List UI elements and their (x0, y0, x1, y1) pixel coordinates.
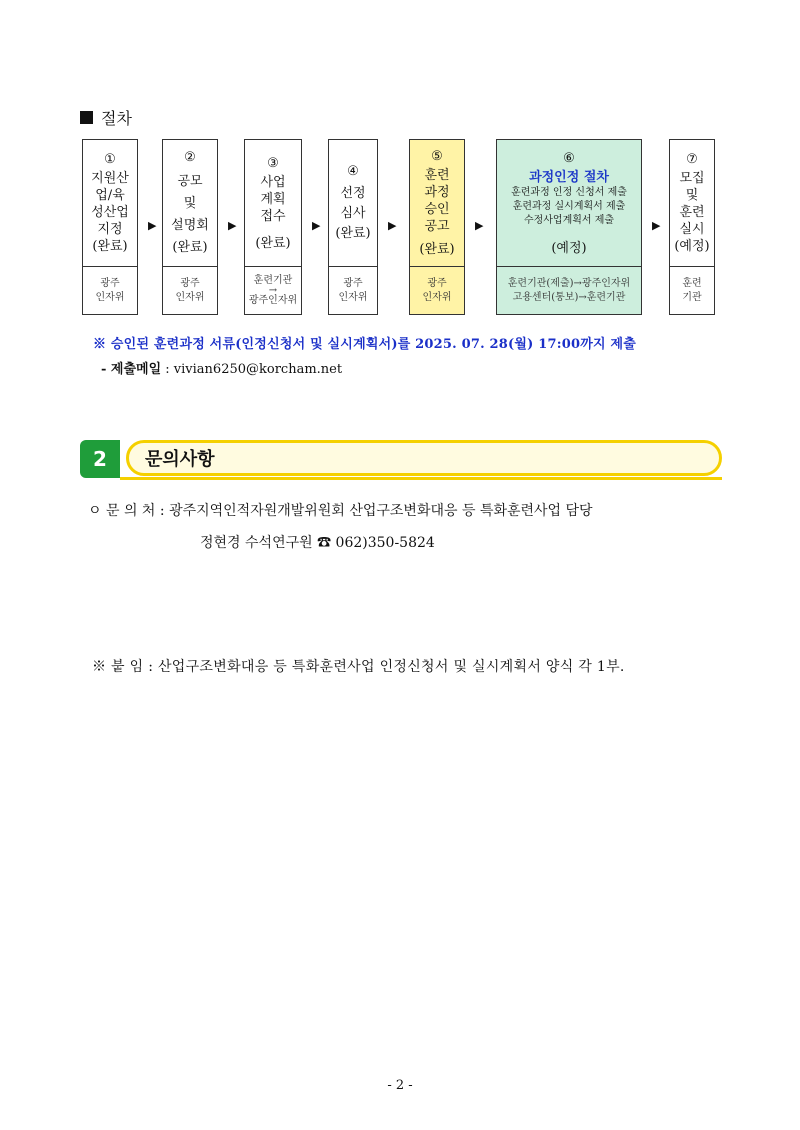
section-title-bar (126, 440, 722, 476)
step-org: 인자위 (175, 291, 205, 303)
step-text: 선정 (340, 186, 366, 201)
step-text: 계획 (260, 191, 286, 207)
procedure-title: 절차 (101, 109, 132, 128)
step-org: 광주 (180, 277, 200, 289)
step-org: 인자위 (422, 291, 452, 303)
step-text: 훈련 (679, 205, 705, 220)
step-status: (완료) (172, 240, 208, 255)
step-text: 공모 (177, 174, 203, 189)
step-4-box (328, 139, 378, 315)
step-text: 승인 (424, 202, 450, 217)
email-address-link[interactable]: : vivian6250@korcham.net (161, 362, 343, 377)
step-status: (완료) (335, 226, 371, 241)
step-org: 훈련 (682, 277, 702, 289)
step-org: 훈련기관(제출)→광주인자위 (507, 277, 631, 289)
step-text: 훈련과정 실시계획서 제출 (512, 200, 626, 212)
step-org: 광주인자위 (248, 294, 298, 306)
step-1-box (82, 139, 138, 315)
step-number: ② (184, 150, 196, 165)
step-text: 및 (685, 188, 699, 203)
arrow-right-icon: ▶ (312, 219, 321, 232)
section-number: 2 (93, 447, 107, 471)
attachment-note: ※ 붙 임 : 산업구조변화대응 등 특화훈련사업 인정신청서 및 실시계획서 양식 각 1부. (92, 659, 625, 675)
step-text: 업/육 (95, 188, 125, 203)
step-6-title: 과정인정 절차 (529, 169, 609, 185)
procedure-heading (80, 106, 132, 129)
arrow-right-icon: ▶ (388, 219, 397, 232)
step-number: ⑥ (563, 150, 575, 166)
section-underline (120, 477, 722, 480)
step-text: 수정사업계획서 제출 (523, 214, 615, 226)
step-text: 설명회 (171, 218, 209, 233)
step-number: ⑤ (431, 149, 443, 164)
step-org: 훈련기관 (253, 274, 293, 286)
step-org: 기관 (682, 291, 702, 303)
step-text: 사업 (260, 174, 286, 190)
step-text: 훈련 (424, 168, 450, 183)
email-label: - 제출메일 (101, 362, 162, 377)
step-text: 성산업 (91, 205, 129, 220)
step-number: ① (104, 152, 116, 167)
submission-notice: ※ 승인된 훈련과정 서류(인정신청서 및 실시계획서)를 2025. 07. 28(월) 17:00까지 제출 (93, 337, 636, 352)
step-text: 지원산 (91, 171, 129, 186)
step-text: 공고 (424, 219, 450, 234)
step-org: 고용센터(통보)→훈련기관 (512, 291, 626, 303)
step-text: 모집 (679, 171, 705, 186)
step-org: 광주 (427, 277, 447, 289)
step-3-box (244, 139, 302, 315)
step-number: ④ (347, 164, 359, 179)
step-6-box (496, 139, 642, 315)
step-text: 훈련과정 인정 신청서 제출 (511, 186, 627, 198)
section-number-box (80, 440, 120, 478)
step-text: 지정 (97, 222, 123, 237)
step-org: 광주 (343, 277, 363, 289)
arrow-right-icon: ▶ (475, 219, 484, 232)
step-text: 접수 (260, 208, 286, 224)
step-status: (예정) (674, 239, 710, 254)
step-status: (완료) (255, 235, 291, 251)
section-2-banner (80, 440, 722, 480)
step-7-box (669, 139, 715, 315)
step-5-box (409, 139, 465, 315)
submission-email (101, 358, 342, 377)
step-org: 인자위 (95, 291, 125, 303)
step-org: 광주 (100, 277, 120, 289)
step-org: → (268, 284, 278, 296)
step-status: (예정) (551, 240, 587, 256)
step-text: 실시 (679, 222, 705, 237)
step-2-box (162, 139, 218, 315)
arrow-right-icon: ▶ (148, 219, 157, 232)
section-title: 문의사항 (145, 449, 215, 470)
step-status: (완료) (92, 239, 128, 254)
arrow-right-icon: ▶ (652, 219, 661, 232)
step-org: 인자위 (338, 291, 368, 303)
arrow-right-icon: ▶ (228, 219, 237, 232)
square-bullet-icon (80, 111, 93, 124)
step-text: 과정 (424, 185, 450, 200)
contact-line: ㅇ 문 의 처 : 광주지역인적자원개발위원회 산업구조변화대응 등 특화훈련사업 담당 (88, 503, 593, 519)
step-status: (완료) (419, 242, 455, 257)
step-text: 심사 (340, 206, 366, 221)
step-text: 및 (183, 196, 197, 211)
contact-person: 정현경 수석연구원 ☎ 062)350-5824 (200, 535, 435, 551)
step-number: ③ (267, 155, 279, 171)
page-number: - 2 - (387, 1078, 413, 1093)
step-number: ⑦ (686, 152, 698, 167)
